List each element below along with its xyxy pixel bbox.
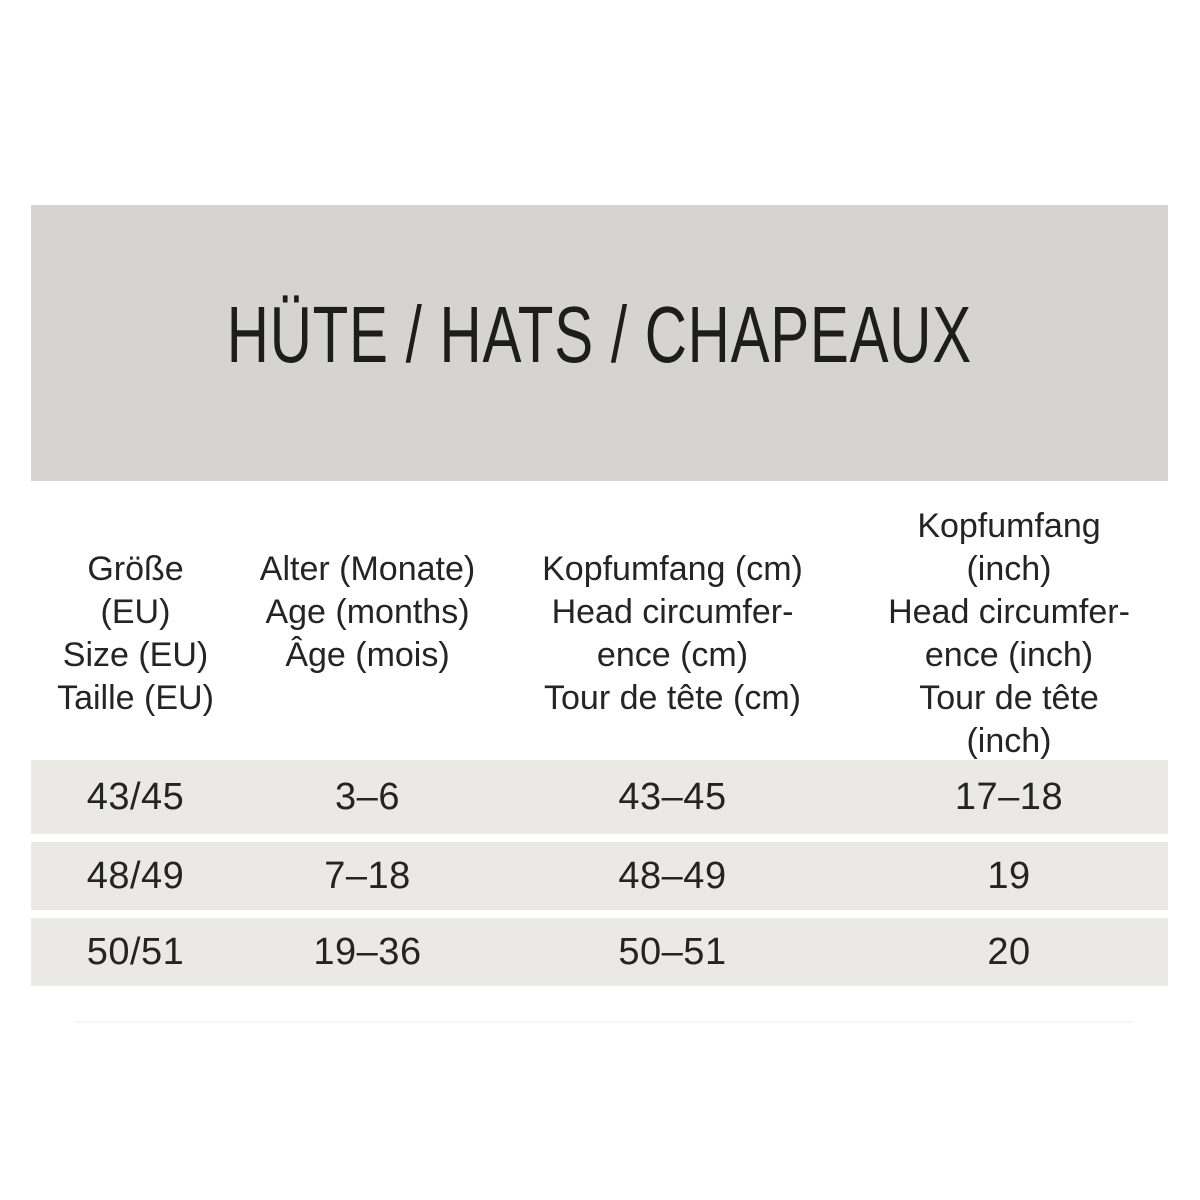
header-line: Größe xyxy=(87,550,184,588)
header-line: ence (cm) xyxy=(596,636,749,674)
header-line: (EU) xyxy=(100,593,171,631)
column-header-head-circumference-cm xyxy=(495,505,850,763)
header-line: Alter (Monate) xyxy=(259,550,476,588)
header-line: Head circumfer- xyxy=(888,593,1130,631)
header-line: Âge (mois) xyxy=(285,636,450,674)
header-line: Age (months) xyxy=(265,593,470,631)
header-line: (inch) xyxy=(966,550,1052,588)
table-row xyxy=(31,918,1168,986)
cell-head-circumference-cm: 48–49 xyxy=(618,854,727,897)
cell-size-eu: 43/45 xyxy=(86,775,185,818)
column-header-age xyxy=(240,505,495,763)
column-header-size-eu xyxy=(31,505,240,763)
table-row xyxy=(31,842,1168,910)
header-line: Kopfumfang (cm) xyxy=(542,550,803,588)
header-line: Tour de tête (cm) xyxy=(544,679,801,717)
bottom-hairline-divider xyxy=(75,1021,1133,1023)
header-line: ence (inch) xyxy=(924,636,1094,674)
header-line: Tour de tête xyxy=(919,679,1099,717)
cell-age-months: 3–6 xyxy=(335,775,400,818)
cell-age-months: 7–18 xyxy=(324,854,411,897)
table-row xyxy=(31,760,1168,834)
cell-age-months: 19–36 xyxy=(313,930,422,973)
cell-head-circumference-cm: 50–51 xyxy=(618,930,727,973)
header-line: Size (EU) xyxy=(62,636,209,674)
cell-head-circumference-cm: 43–45 xyxy=(618,775,727,818)
header-line: Taille (EU) xyxy=(57,679,214,717)
title-banner xyxy=(31,205,1168,481)
cell-head-circumference-inch: 19 xyxy=(987,854,1031,897)
header-line: (inch) xyxy=(966,722,1052,760)
table-header-row xyxy=(31,505,1168,763)
cell-size-eu: 50/51 xyxy=(86,930,185,973)
cell-size-eu: 48/49 xyxy=(86,854,185,897)
header-line: Head circumfer- xyxy=(551,593,794,631)
column-header-head-circumference-inch xyxy=(850,505,1168,763)
header-line: Kopfumfang xyxy=(917,507,1101,545)
cell-head-circumference-inch: 20 xyxy=(987,930,1031,973)
page-title: HÜTE / HATS / CHAPEAUX xyxy=(226,290,973,379)
cell-head-circumference-inch: 17–18 xyxy=(954,775,1064,818)
